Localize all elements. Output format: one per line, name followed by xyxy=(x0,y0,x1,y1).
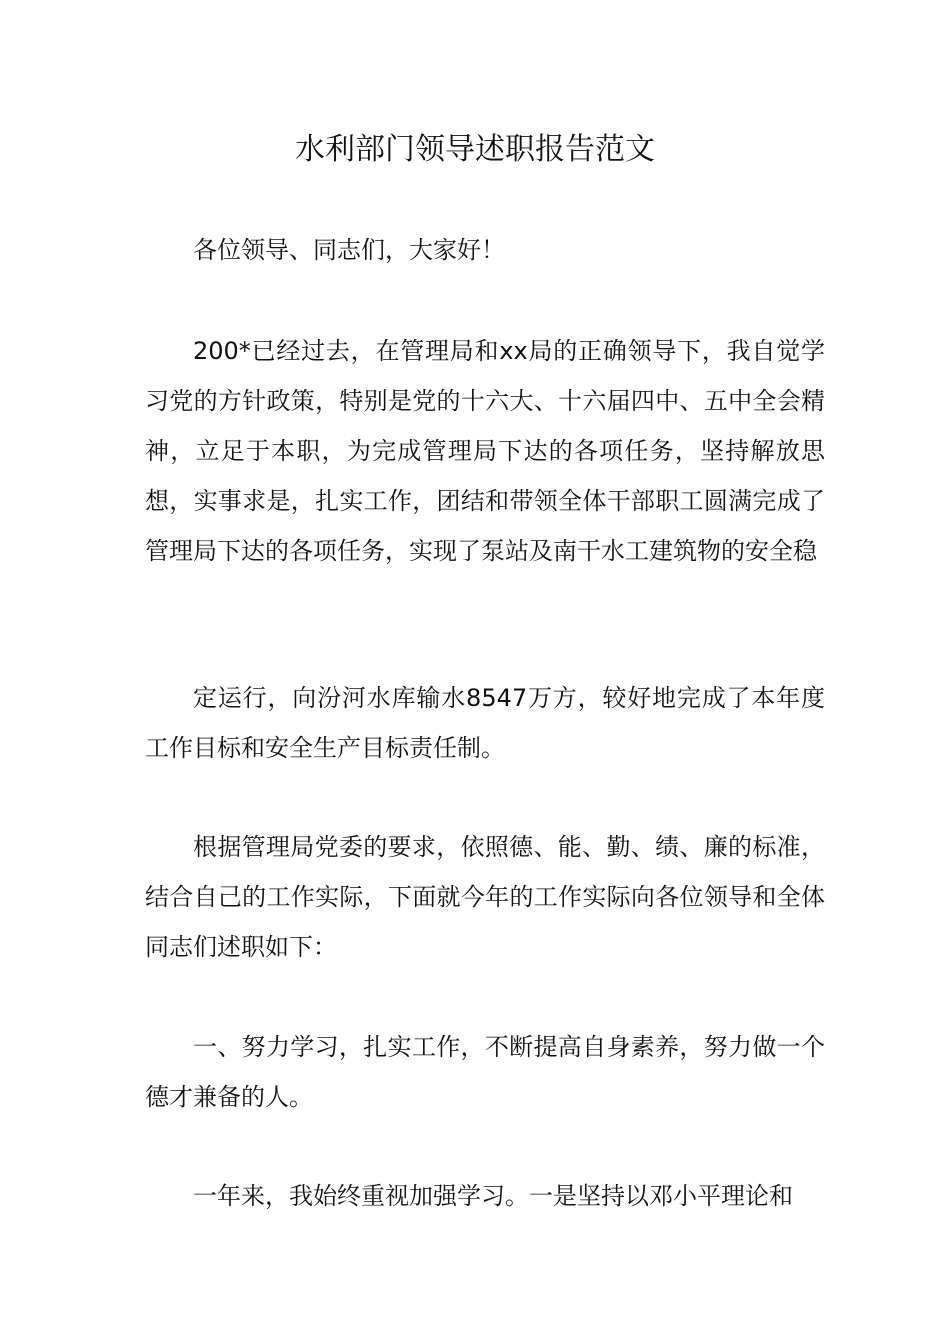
paragraph-continuation: 定运行，向汾河水库输水8547万方，较好地完成了本年度工作目标和安全生产目标责任制。 xyxy=(145,684,825,762)
section-heading-one: 一、努力学习，扎实工作，不断提高自身素养，努力做一个德才兼备的人。 xyxy=(145,1033,825,1111)
paragraph-intro: 200*已经过去，在管理局和xx局的正确领导下，我自觉学习党的方针政策，特别是党的十六大、十六届四中、五中全会精神，立足于本职，为完成管理局下达的各项任务，坚持解放思想，实事求是，扎实工作，团结和带领全体干部职工圆满完成了管理局下达的各项任务，实现了泵站及南干水工建筑物的安全稳 xyxy=(145,337,825,565)
paragraph-basis: 根据管理局党委的要求，依照德、能、勤、绩、廉的标准，结合自己的工作实际，下面就今年的工作实际向各位领导和全体同志们述职如下： xyxy=(145,833,825,961)
paragraph-greeting: 各位领导、同志们，大家好！ xyxy=(193,236,505,264)
paragraph-study: 一年来，我始终重视加强学习。一是坚持以邓小平理论和 xyxy=(193,1182,793,1210)
document-title: 水利部门领导述职报告范文 xyxy=(295,132,655,167)
